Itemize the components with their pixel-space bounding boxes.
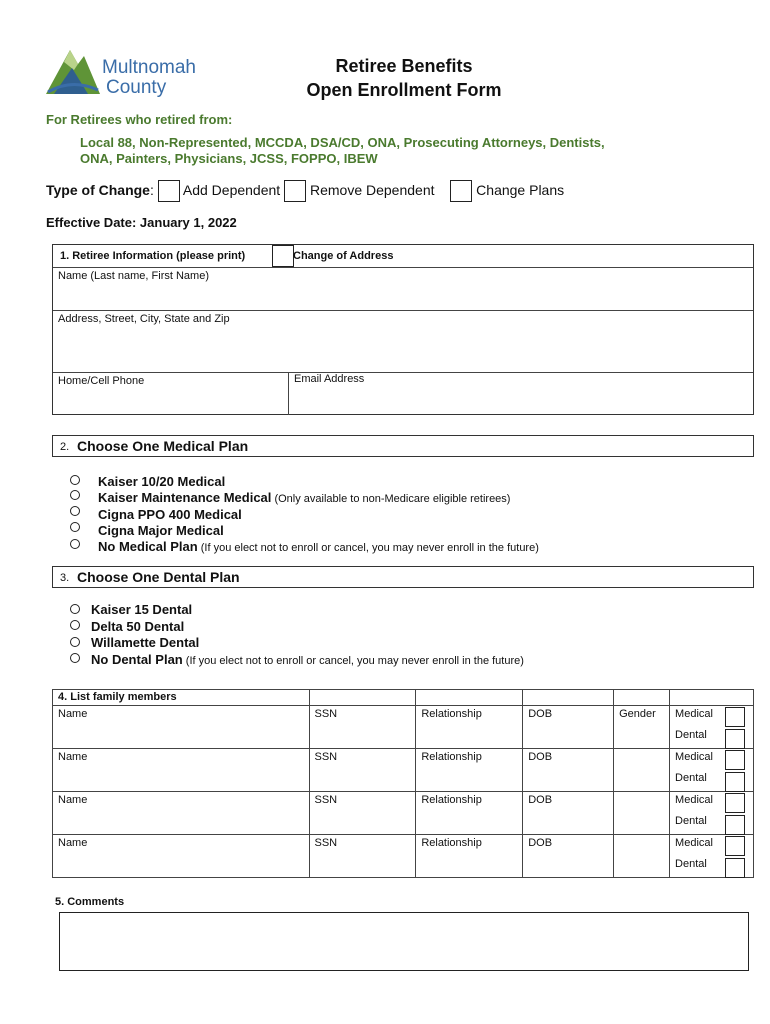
- coverage-cell: [670, 792, 754, 835]
- remove-dependent-checkbox[interactable]: [284, 180, 306, 202]
- dental-checkbox[interactable]: [725, 729, 745, 749]
- member-gender-field[interactable]: Gender: [614, 706, 670, 749]
- type-of-change-colon: :: [149, 182, 154, 198]
- member-name-field[interactable]: Name: [53, 749, 310, 792]
- section2-number: 2.: [60, 441, 70, 453]
- coverage-cell: [670, 835, 754, 878]
- type-of-change-label: Type of Change: [46, 182, 150, 198]
- medical-radio-cigna-major[interactable]: [70, 522, 80, 532]
- family-members-table: [52, 689, 754, 878]
- change-plans-label: Change Plans: [476, 182, 565, 198]
- dental-radio-none[interactable]: [70, 653, 80, 663]
- dental-checkbox[interactable]: [725, 772, 745, 792]
- table-header-row: [53, 690, 754, 706]
- medical-option-note: (Only available to non-Medicare eligible retirees): [271, 493, 511, 505]
- dental-option-label: Delta 50 Dental: [91, 618, 185, 634]
- form-title: [254, 54, 554, 102]
- member-ssn-field[interactable]: SSN: [309, 706, 416, 749]
- section2-title: Choose One Medical Plan: [77, 438, 249, 454]
- medical-label: Medical: [675, 794, 713, 806]
- email-field[interactable]: [289, 373, 753, 414]
- retiree-info-section: [52, 244, 754, 415]
- change-of-address-label: Change of Address: [293, 250, 394, 262]
- dental-option-note: (If you elect not to enroll or cancel, you may never enroll in the future): [182, 654, 524, 667]
- member-gender-field[interactable]: [614, 749, 670, 792]
- member-dob-field[interactable]: DOB: [523, 792, 614, 835]
- address-field[interactable]: [53, 311, 753, 371]
- section5-title: 5. Comments: [55, 896, 125, 908]
- dental-option-label: No Dental Plan: [91, 651, 183, 667]
- member-relationship-field[interactable]: Relationship: [416, 792, 523, 835]
- member-gender-field[interactable]: [614, 792, 670, 835]
- dental-option-label: Kaiser 15 Dental: [91, 602, 193, 617]
- effective-date: Effective Date: January 1, 2022: [46, 215, 237, 230]
- dental-checkbox[interactable]: [725, 858, 745, 878]
- medical-label: Medical: [675, 837, 713, 849]
- phone-field-label: Home/Cell Phone: [58, 375, 145, 387]
- change-of-address-checkbox[interactable]: [272, 245, 294, 267]
- member-name-field[interactable]: Name: [53, 706, 310, 749]
- name-field-label: Name (Last name, First Name): [58, 270, 209, 282]
- section3-number: 3.: [60, 572, 70, 584]
- member-ssn-field[interactable]: SSN: [309, 792, 416, 835]
- divider: [53, 267, 753, 268]
- table-row: [53, 835, 754, 878]
- title-line2: Open Enrollment Form: [306, 80, 502, 100]
- medical-radio-kaiser-1020[interactable]: [70, 475, 80, 485]
- section1-title: 1. Retiree Information (please print): [60, 250, 246, 262]
- medical-checkbox[interactable]: [725, 793, 745, 813]
- medical-option-label: Kaiser Maintenance Medical: [98, 490, 272, 505]
- email-field-label: Email Address: [294, 373, 365, 385]
- dental-radio-delta-50[interactable]: [70, 620, 80, 630]
- dental-plan-header: [52, 566, 754, 588]
- table-row: [53, 749, 754, 792]
- dental-label: Dental: [675, 858, 707, 870]
- medical-checkbox[interactable]: [725, 750, 745, 770]
- medical-options-list: [98, 474, 539, 556]
- dental-radio-willamette[interactable]: [70, 637, 80, 647]
- member-dob-field[interactable]: DOB: [523, 749, 614, 792]
- table-cell: [523, 690, 614, 706]
- retirees-groups-line2: ONA, Painters, Physicians, JCSS, FOPPO, IBEW: [80, 151, 378, 166]
- section4-title: 4. List family members: [53, 690, 310, 706]
- medical-option-note: (If you elect not to enroll or cancel, you may never enroll in the future): [197, 542, 539, 554]
- medical-checkbox[interactable]: [725, 707, 745, 727]
- remove-dependent-label: Remove Dependent: [309, 182, 435, 198]
- add-dependent-label: Add Dependent: [182, 182, 281, 198]
- dental-options-list: [91, 602, 524, 669]
- medical-radio-none[interactable]: [70, 539, 80, 549]
- table-cell: [309, 690, 416, 706]
- member-relationship-field[interactable]: Relationship: [416, 749, 523, 792]
- medical-radio-cigna-ppo[interactable]: [70, 506, 80, 516]
- phone-field[interactable]: [53, 373, 288, 414]
- medical-option-label: Cigna Major Medical: [98, 523, 224, 538]
- table-row: [53, 792, 754, 835]
- coverage-cell: [670, 749, 754, 792]
- retirees-heading: For Retirees who retired from:: [46, 112, 233, 127]
- medical-label: Medical: [675, 751, 713, 763]
- comments-field[interactable]: [59, 912, 749, 971]
- dental-radio-kaiser-15[interactable]: [70, 604, 80, 614]
- section3-title: Choose One Dental Plan: [77, 569, 240, 585]
- member-relationship-field[interactable]: Relationship: [416, 706, 523, 749]
- logo-line2: County: [106, 77, 167, 98]
- address-field-label: Address, Street, City, State and Zip: [58, 313, 230, 325]
- dental-label: Dental: [675, 815, 707, 827]
- table-row: [53, 706, 754, 749]
- medical-plan-header: [52, 435, 754, 457]
- member-ssn-field[interactable]: SSN: [309, 749, 416, 792]
- medical-checkbox[interactable]: [725, 836, 745, 856]
- add-dependent-checkbox[interactable]: [158, 180, 180, 202]
- member-dob-field[interactable]: DOB: [523, 835, 614, 878]
- change-plans-checkbox[interactable]: [450, 180, 472, 202]
- dental-label: Dental: [675, 729, 707, 741]
- member-gender-field[interactable]: [614, 835, 670, 878]
- table-cell: [670, 690, 754, 706]
- medical-label: Medical: [675, 708, 713, 720]
- dental-checkbox[interactable]: [725, 815, 745, 835]
- mountain-logo-icon: [44, 46, 102, 96]
- type-of-change-row: [46, 178, 564, 202]
- table-cell: [416, 690, 523, 706]
- dental-label: Dental: [675, 772, 707, 784]
- medical-option-label: No Medical Plan: [98, 539, 198, 554]
- medical-option-label: Kaiser 10/20 Medical: [98, 474, 226, 489]
- table-cell: [614, 690, 670, 706]
- member-name-field[interactable]: Name: [53, 792, 310, 835]
- medical-radio-kaiser-maintenance[interactable]: [70, 490, 80, 500]
- medical-option-label: Cigna PPO 400 Medical: [98, 507, 242, 522]
- name-field[interactable]: [53, 269, 753, 309]
- county-logo: [44, 46, 214, 98]
- member-dob-field[interactable]: DOB: [523, 706, 614, 749]
- member-relationship-field[interactable]: Relationship: [416, 835, 523, 878]
- member-name-field[interactable]: Name: [53, 835, 310, 878]
- coverage-cell: [670, 706, 754, 749]
- title-line1: Retiree Benefits: [335, 56, 473, 76]
- dental-option-label: Willamette Dental: [91, 635, 200, 650]
- logo-line1: Multnomah: [102, 57, 196, 78]
- retirees-groups-line1: Local 88, Non-Represented, MCCDA, DSA/CD, ONA, Prosecuting Attorneys, Dentists,: [80, 135, 605, 150]
- member-ssn-field[interactable]: SSN: [309, 835, 416, 878]
